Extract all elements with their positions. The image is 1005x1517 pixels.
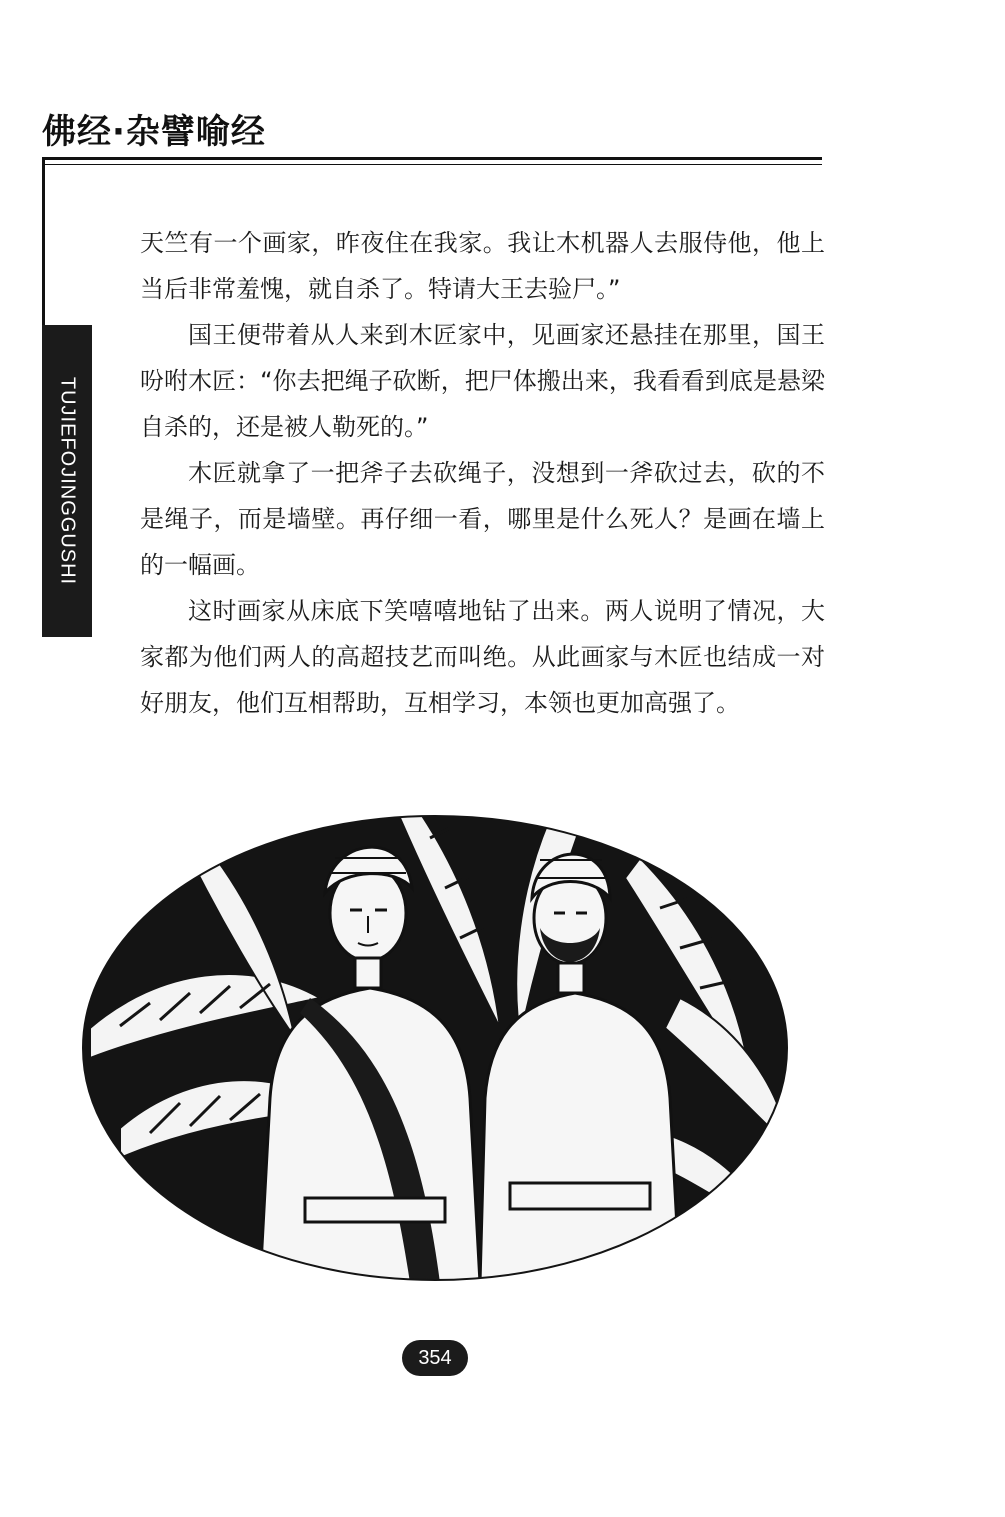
page-number-badge: 354 (402, 1340, 468, 1376)
paragraph: 这时画家从床底下笑嘻嘻地钻了出来。两人说明了情况，大家都为他们两人的高超技艺而叫绝。从此画家与木匠也结成一对好朋友，他们互相帮助，互相学习，本领也更加高强了。 (140, 597, 825, 717)
paragraph: 天竺有一个画家，昨夜住在我家。我让木机器人去服侍他，他上当后非常羞愧，就自杀了。特请大王去验尸。” (140, 229, 825, 303)
paragraph: 国王便带着从人来到木匠家中，见画家还悬挂在那里，国王吩咐木匠：“你去把绳子砍断，把尸体搬出来，我看看到底是悬梁自杀的，还是被人勒死的。” (140, 321, 825, 441)
body-text (140, 220, 825, 726)
side-tab (42, 325, 92, 637)
side-tab-text: TUJIEFOJINGGUSHI (56, 376, 79, 586)
paragraph: 木匠就拿了一把斧子去砍绳子，没想到一斧砍过去，砍的不是绳子，而是墙壁。再仔细一看，哪里是什么死人？是画在墙上的一幅画。 (140, 459, 825, 579)
header-rule-thick (42, 157, 822, 160)
header-rule-thin (42, 164, 822, 165)
left-margin-rule (42, 157, 45, 327)
illustration-two-men (80, 798, 790, 1283)
page-header-title: 佛经·杂譬喻经 (42, 112, 266, 152)
